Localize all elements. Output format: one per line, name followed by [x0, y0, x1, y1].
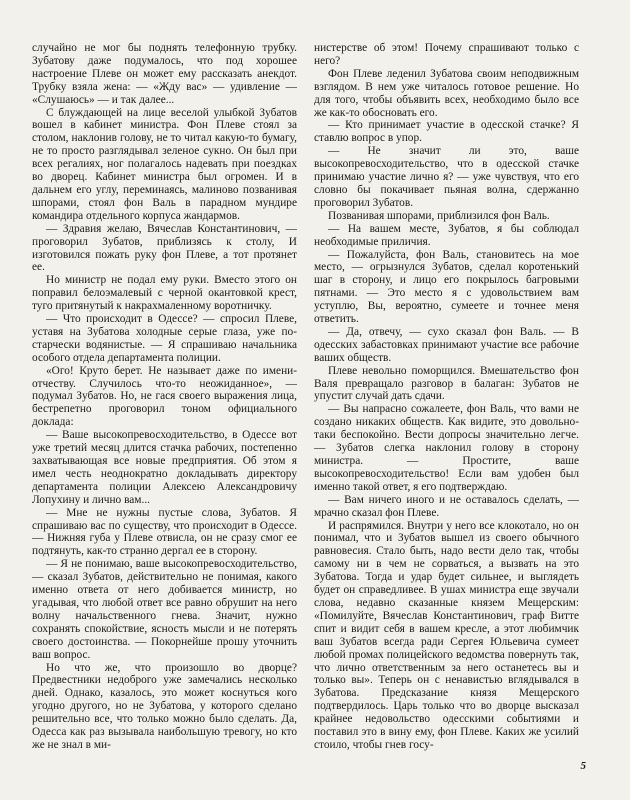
- paragraph: Но что же, что произошло во дворце? Предвестники недоброго уже замечались несколько дней. Однако, казалось, это может коснуться кого угодно другого, но не Зубатова, у которого сделано решительно все, что только можно было сделать. Да, Одесса как раз вызывала наибольшую тревогу, но кто же не знал в ми-: [32, 661, 297, 751]
- paragraph: И распрямился. Внутри у него все клокотало, но он понимал, что и Зубатов вышел из своего обычного равновесия. Стало быть, надо вести дело так, чтобы самому ни в чем не сорваться, а вызвать на это Зубатова. Тогда и удар будет сильнее, и выглядеть будет он справедливее. В ушах министра еще звучали слова, недавно сказанные князем Мещерским: «Помилуйте, Вячеслав Константинович, граф Витте спит и видит себя в вашем кресле, а этот любимчик ваш Зубатов всегда ради Сергея Юльевича сумеет любой промах полицейского ведомства повернуть так, что лично ответственным за него останетесь вы и только вы». Теперь он с ненавистью вглядывался в Зубатова. Предсказание князя Мещерского подтвердилось. Царь только что во дворце высказал крайнее недовольство одесскими событиями и поставил это в вину ему, фон Плеве. Каких же усилий стоило, чтобы гнев госу-: [314, 519, 579, 751]
- paragraph: — Мне не нужны пустые слова, Зубатов. Я спрашиваю вас по существу, что происходит в Одессе. — Нижняя губа у Плеве отвисла, он не сразу смог ее подтянуть, как-то странно дергал ее в сторону.: [32, 506, 297, 558]
- paragraph: — Вы напрасно сожалеете, фон Валь, что вами не создано никаких обществ. Как видите, это довольно-таки беспокойно. Вести допросы значительно легче. — Зубатов слегка наклонил голову в сторону министра. — Простите, ваше высокопревосходительство! Если вам удобен был именно такой ответ, я его подтверждаю.: [314, 403, 579, 493]
- paragraph: Позванивая шпорами, приблизился фон Валь.: [328, 209, 550, 222]
- paragraph: Фон Плеве леденил Зубатова своим неподвижным взглядом. В нем уже читалось готовое решение. Но для того, чтобы объявить всех, необходимо было все же как-то обосновать его.: [314, 67, 579, 119]
- right-text-column: [314, 42, 579, 752]
- page-number: 5: [580, 760, 586, 772]
- paragraph: — Я не понимаю, ваше высокопревосходительство, — сказал Зубатов, действительно не понимая, какого именно ответа от него добивается министр, но угадывая, что любой ответ все равно обрушит на него волну начальственного гнева. Значит, нужно сохранять спокойствие, ясность мысли и не потерять своего достоинства. — Покорнейше прошу уточнить ваш вопрос.: [32, 558, 297, 661]
- paragraph: — Кто принимает участие в одесской стачке? Я ставлю вопрос в упор.: [314, 119, 579, 145]
- paragraph: случайно не мог бы поднять телефонную трубку. Зубатову даже подумалось, что под хорошее настроение Плеве он может ему рассказать анекдот. Трубку взяла жена: — «Жду вас» — удивление — «Слушаюсь» — и так далее...: [32, 42, 297, 106]
- paragraph: — Здравия желаю, Вячеслав Константинович, — проговорил Зубатов, приблизясь к столу, И изготовился пожать руку фон Плеве, а тот протянет ее.: [32, 222, 297, 274]
- paragraph: С блуждающей на лице веселой улыбкой Зубатов вошел в кабинет министра. Фон Плеве стоял за столом, наклонив голову, не то читал какую-то бумагу, не то просто разглядывал зеленое сукно. Он был при всех регалиях, ног полагалось надевать при поездках во дворец. Кабинет министра был огромен. И в дальнем его углу, переминаясь, малиново позванивая шпорами, стоял фон Валь в парадном мундире командира отдельного корпуса жандармов.: [32, 106, 297, 222]
- paragraph: — На вашем месте, Зубатов, я бы соблюдал необходимые приличия.: [314, 222, 579, 248]
- paragraph: Но министр не подал ему руки. Вместо этого он поправил белоэмалевый с черной окантовкой крест, туго притянутый к накрахмаленному воротничку.: [32, 274, 297, 313]
- paragraph: — Что происходит в Одессе? — спросил Плеве, уставя на Зубатова холодные серые глаза, уже по-старчески водянистые. — Я спрашиваю начальника особого отдела департамента полиции.: [32, 313, 297, 364]
- paragraph: «Ого! Круто берет. Не называет даже по имени-отчеству. Случилось что-то неожиданное», — подумал Зубатов. Но, не гася своего выражения лица, бестрепетно проговорил тоном официального доклада:: [32, 364, 297, 429]
- paragraph: нистерстве об этом! Почему спрашивают только с него?: [314, 42, 579, 67]
- paragraph: Плеве невольно поморщился. Вмешательство фон Валя превращало разговор в балаган: Зубатов не упустит случай дать сдачи.: [314, 364, 579, 403]
- paragraph: — Пожалуйста, фон Валь, становитесь на мое место, — огрызнулся Зубатов, сделал коротенький шаг в сторону, и лицо его покрылось багровыми пятнами. — Это место я с удовольствием вам уступлю, Вы, вероятно, сумеете и точнее меня ответить.: [314, 248, 579, 326]
- paragraph: — Ваше высокопревосходительство, в Одессе вот уже третий месяц длится стачка рабочих, постепенно захватывающая все новые предприятия. Об этом я имел честь неоднократно докладывать директору департамента полиции Алексею Александровичу Лопухину и лично вам...: [32, 429, 297, 506]
- paragraph: — Вам ничего иного и не оставалось сделать, — мрачно сказал фон Плеве.: [314, 493, 579, 519]
- paragraph: — Да, отвечу, — сухо сказал фон Валь. — В одесских забастовках принимают участие все рабочие ваших обществ.: [314, 325, 579, 364]
- left-text-column: [32, 42, 297, 752]
- paragraph: — Не значит ли это, ваше высокопревосходительство, что в одесской стачке принимаю участие лично я? — уже чувствуя, что его словно бы покачивает пьяная волна, сдержанно проговорил Зубатов.: [314, 145, 579, 209]
